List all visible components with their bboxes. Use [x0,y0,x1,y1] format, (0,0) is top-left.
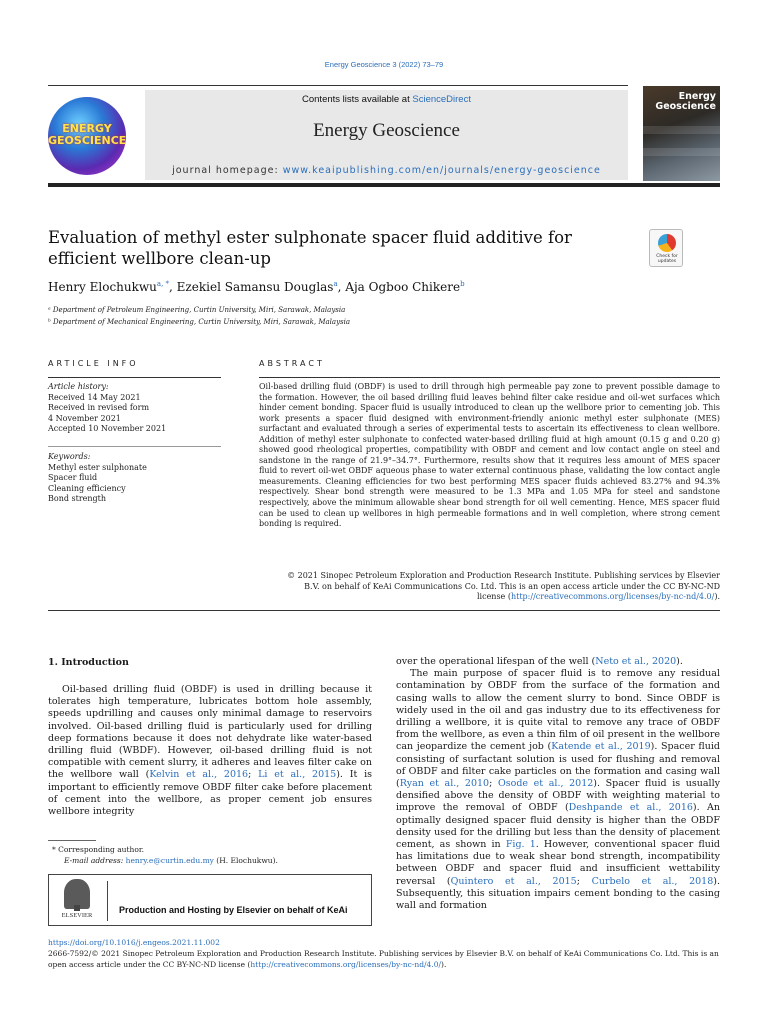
copyright-line-1: © 2021 Sinopec Petroleum Exploration and Production Research Institute. Publishing services by Elsevier [287,571,720,580]
citation-separator: ; [489,778,498,790]
author-separator: , [337,280,346,294]
author-affiliation-marker[interactable]: a [333,280,338,288]
elsevier-wordmark: ELSEVIER [61,912,93,919]
body-text: ). Spacer fluid consisting of surfactant solution is used for flushing and removal of OBDF and filter cake particles on the formation and casing wall ( [396,741,721,790]
author-separator: , [169,280,177,294]
author-name[interactable]: Henry Elochukwu [48,280,157,294]
issn-license-suffix: ). [441,959,447,969]
journal-reference[interactable]: Energy Geoscience 3 (2022) 73–79 [324,60,444,69]
citation-link[interactable]: Kelvin et al., 2016 [149,769,249,781]
crossmark-icon [658,234,676,252]
homepage-link[interactable]: www.keaipublishing.com/en/journals/energy-geoscience [282,165,601,176]
article-history [48,382,221,435]
author-list [48,280,648,294]
doi-link[interactable]: https://doi.org/10.1016/j.engeos.2021.11.002 [48,938,220,947]
energy-geoscience-logo [48,97,126,175]
email-note [48,856,368,866]
email-link[interactable]: henry.e@curtin.edu.my [125,856,214,865]
cover-title [655,92,716,112]
journal-name: Energy Geoscience [313,120,460,141]
article-title: Evaluation of methyl ester sulphonate spacer fluid additive for efficient wellbore clean-up [48,228,572,268]
contents-prefix: Contents lists available at [302,94,413,105]
history-label: Article history: [48,382,109,391]
body-text: Oil-based drilling fluid (OBDF) is used in drilling because it tolerates high temperature, lubricates bottom hole assembly, speeds updrilling and causes only minimal damage to reservoirs involved. Oil-based drilling fluid is particularly used for drilling deep formations because it does not dehydrate like water-based drilling fluid (WBDF). However, oil-based drilling fluid is not compatible with cement slurry, it adheres and leaves filter cake on the wellbore wall ( [48,684,372,781]
keyword-item: Methyl ester sulphonate [48,462,147,472]
citation-link[interactable]: Katende et al., 2019 [551,741,651,753]
intro-left-column [48,684,372,818]
history-item: 4 November 2021 [48,413,121,423]
citation-link[interactable]: Osode et al., 2012 [497,778,594,790]
history-item: Accepted 10 November 2021 [48,424,167,433]
body-text: ). It is important to efficiently remove OBDF filter cake before placement of cement into the wellbore, as proper cement job ensures wellbore integrity [48,769,373,818]
hosting-text: Production and Hosting by Elsevier on behalf of KeAi [119,905,348,915]
citation-link[interactable]: Deshpande et al., 2016 [568,802,693,814]
logo-text: ENERGY GEOSCIENCE [48,122,126,147]
citation-separator: ; [576,875,592,887]
body-text: ). An optimally designed spacer fluid density is higher than the OBDF density used for the drilling but less than the density of placement cement, as shown in [396,802,720,851]
elsevier-trunk [74,905,80,911]
citation-link[interactable]: Ryan et al., 2010 [399,778,490,790]
corresponding-author-note: * Corresponding author. [52,845,145,854]
keywords-rule [48,446,221,447]
section-heading-introduction: 1. Introduction [48,657,129,668]
right-paragraph-0 [396,656,720,668]
elsevier-hosting-box [48,874,372,926]
header-top-rule [48,85,628,86]
sciencedirect-link[interactable]: ScienceDirect [412,94,471,105]
affiliation-a: ᵃ Department of Petroleum Engineering, Curtin University, Miri, Sarawak, Malaysia [48,306,346,314]
article-info-heading: ARTICLE INFO [48,359,139,368]
history-item: Received in revised form [48,403,150,412]
citation-link[interactable]: Li et al., 2015 [258,769,337,781]
cover-title-line-1: Energy [678,91,716,102]
issn-license-prefix: open access article under the CC BY-NC-ND license ( [48,959,251,969]
author-affiliation-marker[interactable]: a, * [156,280,170,288]
affiliation-b: ᵇ Department of Mechanical Engineering, Curtin University, Miri, Sarawak, Malaysia [48,318,351,326]
keywords [48,452,221,505]
keywords-label: Keywords: [48,452,91,461]
homepage-prefix: journal homepage: [172,165,283,176]
body-text: ). Subsequently, this situation impairs cement bonding to the casing wall and formation [396,875,721,912]
copyright-line-2: B.V. on behalf of KeAi Communications Co. Ltd. This is an open access article under the CC BY-NC-ND [304,581,720,591]
copyright-line-3 [259,592,720,603]
email-suffix: (H. Elochukwu). [213,856,278,865]
issn-line-1: 2666-7592/© 2021 Sinopec Petroleum Exploration and Production Research Institute. Publishing services by Elsevier B.V. on behalf of KeAi Communications Co. Ltd. This is an [48,949,719,958]
body-text: ). Spacer fluid is usually densified above the density of OBDF with weighting material to improve the removal of OBDF ( [396,778,720,814]
figure-link[interactable]: Fig. 1 [505,839,536,851]
elsevier-logo [55,879,99,921]
keyword-item: Spacer fluid [48,473,98,482]
body-text: The main purpose of spacer fluid is to remove any residual contamination by OBDF from the surface of the formation and casing walls to allow the cement slurry to bond. Since OBDF is widely used in the oil and gas industry due to its effectiveness for drilling a wellbore, it is quite vital to remove any trace of OBDF from the wellbore, as even a thin film of oil present in the wellbore can jeopardize the cement job ( [396,668,720,753]
citation-separator: ; [248,769,259,781]
header-bottom-rule [48,183,720,187]
abstract-text: Oil-based drilling fluid (OBDF) is used to drill through high permeable pay zone to prevent possible damage to the formation. However, the oil based drilling fluid leaves behind filter cake residue and oil-wet surfaces which hinder cement bonding. Spacer fluid is usually introduced to clean up the wellbore prior to cementing job. This work presents a spacer fluid designed with environment-friendly anionic methyl ester sulphonate (MES) surfactant and evaluated through a series of experimental tests to ascertain its effectiveness to clean wellbore. Addition of methyl ester sulphonate to confected water-based drilling fluid at high amount (0.15 g and 0.20 g) showed good rheological properties, compatibility with OBDF and cement and low contact angle on steel and sandstone in the range of 21.9°–34.7°. Furthermore, results show that it requires less amount of MES spacer fluid to revert oil-wet OBDF aqueous phase to water external continuous phase, validating the low contact angle measurements. Cleaning efficiencies for two best performing MES spacer fluids achieved 83.27% and 94.3% respectively. Shear bond strength were measured to be 1.3 MPa and 1.05 MPa for steel and sandstone respectively, above the minimum allowable shear bond strength for oil well cementing. Hence, MES spacer fluid can be used to clean up wellbores in high permeable formations and in well completion, where strong cement bonding is required. [259,382,720,529]
cover-strip [643,148,720,156]
footnote-rule [48,840,96,841]
contents-line [145,94,628,105]
journal-cover-thumbnail[interactable] [643,86,720,181]
email-label: E-mail address: [64,856,126,865]
license-link[interactable]: http://creativecommons.org/licenses/by-nc-nd/4.0/ [510,592,715,601]
history-item: Received 14 May 2021 [48,392,141,402]
article-info-rule [48,377,221,378]
journal-homepage [145,165,628,176]
abstract-rule [259,377,720,378]
keyword-item: Bond strength [48,494,107,503]
body-text: . However, conventional spacer fluid has limitations due to weak shear bond strength, incompatibility between OBDF and spacer fluid and insufficient wettability reversal ( [396,839,720,887]
keyword-item: Cleaning efficiency [48,483,126,493]
license-prefix: license ( [476,592,511,601]
author-name[interactable]: Ezekiel Samansu Douglas [176,280,334,294]
body-text: ). [676,656,683,667]
right-paragraph-1 [396,668,720,912]
body-text: over the operational lifespan of the well ( [396,656,596,667]
issn-line-2 [48,960,720,971]
issn-license-link[interactable]: http://creativecommons.org/licenses/by-nc-nd/4.0/ [250,959,442,969]
author-name[interactable]: Aja Ogboo Chikere [345,280,461,294]
crossmark-label: Check for updates [656,254,678,264]
intro-right-column [396,656,720,912]
check-for-updates-button[interactable] [649,229,683,267]
issn-copyright [48,949,720,970]
citation-link[interactable]: Quintero et al., 2015 [450,875,577,887]
citation-link[interactable]: Curbelo et al., 2018 [591,875,714,887]
cover-title-line-2: Geoscience [655,101,716,112]
abstract-heading: ABSTRACT [259,359,325,368]
elsevier-divider [107,881,108,921]
author-affiliation-marker[interactable]: b [460,280,465,288]
abstract-copyright [259,571,720,603]
abstract-end-rule [48,610,720,611]
citation-link[interactable]: Neto et al., 2020 [595,656,677,667]
license-suffix: ). [714,592,720,601]
cover-strip [643,126,720,134]
